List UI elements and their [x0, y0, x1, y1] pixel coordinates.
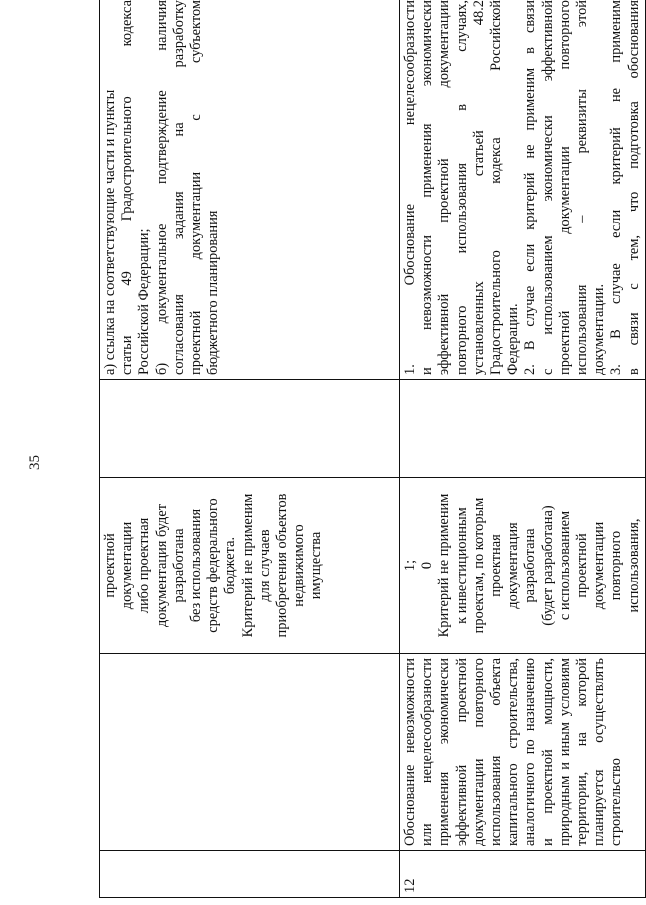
- justification-line: проектной документации повторного: [556, 0, 573, 375]
- criterion-line: капитального строительства,: [505, 658, 522, 846]
- justification-line: согласования задания на разработку: [170, 0, 187, 375]
- values-line: средств федерального: [205, 498, 222, 633]
- criterion-line: строительство: [608, 758, 625, 846]
- criterion-line: планируется осуществлять: [591, 658, 608, 846]
- criterion-cell: [400, 654, 646, 851]
- values-line: разработана: [170, 528, 187, 603]
- criterion-line: применения экономически: [436, 658, 453, 846]
- values-line: для случаев: [256, 529, 273, 602]
- values-line: проектам, по которым: [470, 497, 487, 634]
- values-line: проектная: [488, 534, 505, 597]
- table-row: [100, 0, 400, 898]
- values-line: повторного: [608, 530, 625, 601]
- values-line: с использованием: [556, 510, 573, 621]
- criterion-line: эффективной проектной: [453, 658, 470, 846]
- justification-line: проектной документации с субъектом: [188, 0, 205, 375]
- values-line: (будет разработана): [539, 505, 556, 626]
- justification-line: установленных статьей 48.2: [470, 0, 487, 375]
- justification-line: Российской Федерации;: [136, 228, 153, 375]
- justification-line: статьи 49 Градостроительного кодекса: [119, 0, 136, 375]
- values-line: без использования: [188, 508, 205, 623]
- values-line: разработана: [522, 528, 539, 603]
- criterion-line: и проектной мощности,: [539, 658, 556, 846]
- justification-cell: [400, 0, 646, 380]
- justification-line: Градостроительного кодекса Российской: [488, 0, 505, 375]
- justification-line: 3. В случае если критерий не применим: [608, 0, 625, 375]
- justification-line: эффективной проектной документации: [436, 0, 453, 375]
- extra-cell: [100, 380, 400, 478]
- values-line: Критерий не применим: [436, 493, 453, 638]
- justification-line: в связи с тем, что подготовка обоснования: [625, 0, 642, 375]
- values-line: 1;: [402, 559, 418, 572]
- row-number-cell: 12: [400, 851, 646, 898]
- justification-line: документации.: [591, 283, 608, 375]
- values-line: приобретения объектов: [274, 493, 291, 638]
- values-line: к инвестиционным: [453, 507, 470, 624]
- table-row: [400, 0, 646, 898]
- values-line: имущества: [308, 531, 325, 600]
- values-line: недвижимого: [291, 524, 308, 607]
- values-line: либо проектная: [136, 517, 153, 614]
- justification-line: а) ссылка на соответствующие части и пункты: [102, 89, 118, 375]
- justification-line: повторного использования в случаях,: [453, 0, 470, 375]
- criteria-table: [99, 0, 646, 898]
- values-line: 0: [419, 561, 436, 570]
- criterion-line: Обоснование невозможности: [402, 658, 418, 846]
- values-line: документации: [119, 521, 136, 610]
- justification-line: 1. Обоснование нецелесообразности: [402, 0, 418, 375]
- criterion-line: аналогичного по назначению: [522, 658, 539, 846]
- values-line: бюджета.: [222, 536, 239, 595]
- row-number-cell: [100, 851, 400, 898]
- criterion-line: или нецелесообразности: [419, 658, 436, 846]
- values-line: документация будет: [153, 503, 170, 628]
- values-line: Критерий не применим: [239, 493, 256, 638]
- values-cell: [400, 478, 646, 654]
- justification-line: использования – реквизиты этой: [574, 0, 591, 375]
- criterion-line: территории, на которой: [574, 658, 591, 846]
- values-line: проектной: [102, 533, 118, 598]
- justification-line: с использованием экономически эффективной: [539, 0, 556, 375]
- justification-line: и невозможности применения экономически: [419, 0, 436, 375]
- values-line: использования,: [625, 518, 642, 613]
- justification-line: Федерации.: [505, 303, 522, 375]
- criterion-line: документации повторного: [470, 658, 487, 846]
- justification-line: бюджетного планирования: [205, 210, 222, 375]
- criterion-line: использования объекта: [488, 658, 505, 846]
- justification-line: б) документальное подтверждение наличия: [153, 0, 170, 375]
- extra-cell: [400, 380, 646, 478]
- values-line: документация: [505, 522, 522, 609]
- values-line: проектной: [574, 533, 591, 598]
- criteria-table-wrapper: [99, 0, 642, 898]
- values-line: документации: [591, 521, 608, 610]
- page-number: 35: [27, 455, 43, 470]
- justification-line: 2. В случае если критерий не применим в связи: [522, 0, 539, 375]
- values-cell: [100, 478, 400, 654]
- criterion-line: природным и иным условиям: [556, 658, 573, 846]
- criterion-cell: [100, 654, 400, 851]
- justification-cell: [100, 0, 400, 380]
